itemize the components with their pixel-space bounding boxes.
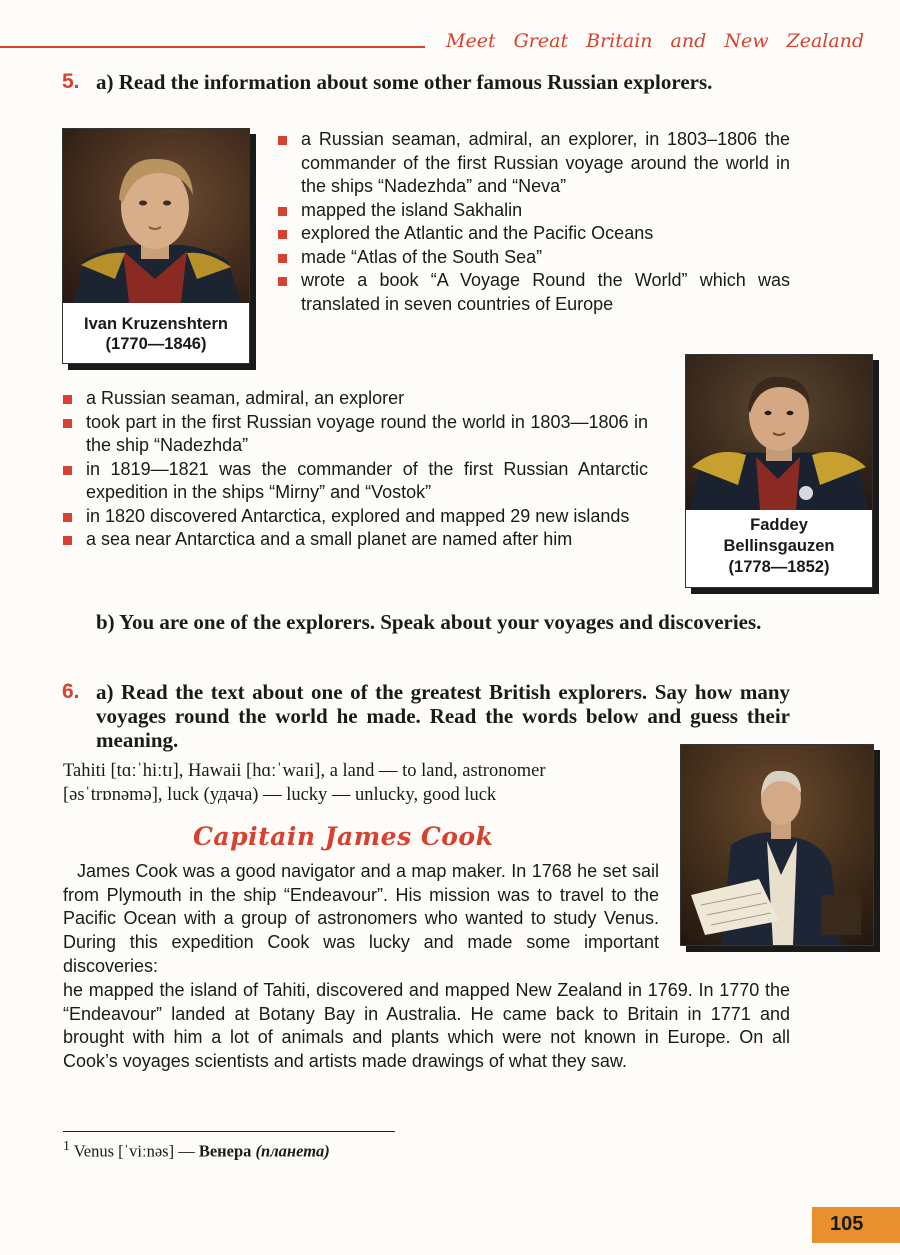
- footnote: [63, 1138, 330, 1162]
- task-5-number: 5.: [62, 70, 80, 93]
- vocab-line-1: Tahiti [tɑːˈhiːtɪ], Hawaii [hɑːˈwaɪi], a land — to land, astronomer: [63, 761, 546, 781]
- bullet-icon: [278, 254, 287, 263]
- list-item: took part in the first Russian voyage round the world in 1803—1806 in the ship “Nadezhda”: [63, 411, 648, 458]
- list-item: wrote a book “A Voyage Round the World” which was translated in seven countries of Europe: [278, 269, 790, 316]
- list-item: in 1819—1821 was the commander of the first Russian Antarctic expedition in the ships “Mirny” and “Vostok”: [63, 458, 648, 505]
- bullet-icon: [278, 277, 287, 286]
- footnote-rule: [63, 1131, 395, 1132]
- task-5b: b) You are one of the explorers. Speak about your voyages and discoveries.: [96, 610, 762, 634]
- bullet-icon: [278, 230, 287, 239]
- task-6-heading: [62, 680, 790, 752]
- list-item: in 1820 discovered Antarctica, explored and mapped 29 new islands: [63, 505, 648, 529]
- task-6-heading-text: a) Read the text about one of the greatest British explorers. Say how many voyages round the world he made. Read the words below and guess their meaning.: [96, 680, 790, 752]
- cook-portrait-card: [680, 744, 874, 946]
- bullet-icon: [278, 136, 287, 145]
- kruzenshtern-years: (1770—1846): [105, 335, 207, 353]
- list-item: made “Atlas of the South Sea”: [278, 246, 790, 270]
- bullet-icon: [63, 536, 72, 545]
- bullet-icon: [278, 207, 287, 216]
- story-text-top: James Cook was a good navigator and a map maker. In 1768 he set sail from Plymouth in the ship “Endeavour”. His mission was to travel to the Pacific Ocean with a group of astronomers who wanted to study Venus. During this expedition Cook was lucky and made some important discoveries:: [63, 861, 659, 976]
- list-item: a sea near Antarctica and a small planet are named after him: [63, 528, 648, 552]
- story-text-bottom: he mapped the island of Tahiti, discovered and mapped New Zealand in 1769. In 1770 the “Endeavour” landed at Botany Bay in Australia. He came back to Britain in 1771 and brought with him a lot of animals and plants which were not known in Europe. On all Cook’s voyages scientists and artists made drawings of what they saw.: [63, 980, 790, 1072]
- page-number: 105: [830, 1213, 864, 1235]
- bellinsgauzen-facts: [63, 387, 648, 552]
- bellinsgauzen-card: [685, 354, 873, 588]
- kruzenshtern-portrait: [63, 129, 249, 303]
- vocab-line-2: [əsˈtrɒnəmə], luck (удача) — lucky — unlucky, good luck: [63, 785, 497, 805]
- list-item: explored the Atlantic and the Pacific Oceans: [278, 222, 790, 246]
- footnote-note: (планета): [255, 1141, 330, 1161]
- footnote-dash: —: [178, 1141, 195, 1161]
- bullet-icon: [63, 395, 72, 404]
- running-header: Meet Great Britain and New Zealand: [446, 30, 865, 52]
- bullet-icon: [63, 419, 72, 428]
- list-item: a Russian seaman, admiral, an explorer: [63, 387, 648, 411]
- list-item: mapped the island Sakhalin: [278, 199, 790, 223]
- bellinsgauzen-years: (1778—1852): [728, 558, 830, 576]
- footnote-translation: Венера: [198, 1141, 252, 1161]
- bellinsgauzen-last-name: Bellinsgauzen: [723, 537, 835, 555]
- footnote-mark: 1: [63, 1138, 70, 1153]
- task-5-heading: [62, 70, 790, 94]
- bellinsgauzen-first-name: Faddey: [750, 516, 808, 534]
- task-5-heading-text: a) Read the information about some other famous Russian explorers.: [96, 70, 713, 94]
- cook-portrait: [681, 745, 873, 945]
- footnote-word: Venus: [73, 1141, 115, 1161]
- footnote-transcription: [ˈviːnəs]: [118, 1141, 175, 1161]
- kruzenshtern-facts: [278, 128, 790, 316]
- header-rule: [0, 46, 425, 48]
- list-item: a Russian seaman, admiral, an explorer, in 1803–1806 the commander of the first Russian voyage around the world in the ships “Nadezhda” and “Neva”: [278, 128, 790, 199]
- bullet-icon: [63, 513, 72, 522]
- kruzenshtern-name: Ivan Kruzenshtern: [84, 315, 228, 333]
- task-6-number: 6.: [62, 680, 80, 703]
- story-title: Capitain James Cook: [193, 822, 494, 851]
- bellinsgauzen-portrait: [686, 355, 872, 510]
- kruzenshtern-card: [62, 128, 250, 364]
- bullet-icon: [63, 466, 72, 475]
